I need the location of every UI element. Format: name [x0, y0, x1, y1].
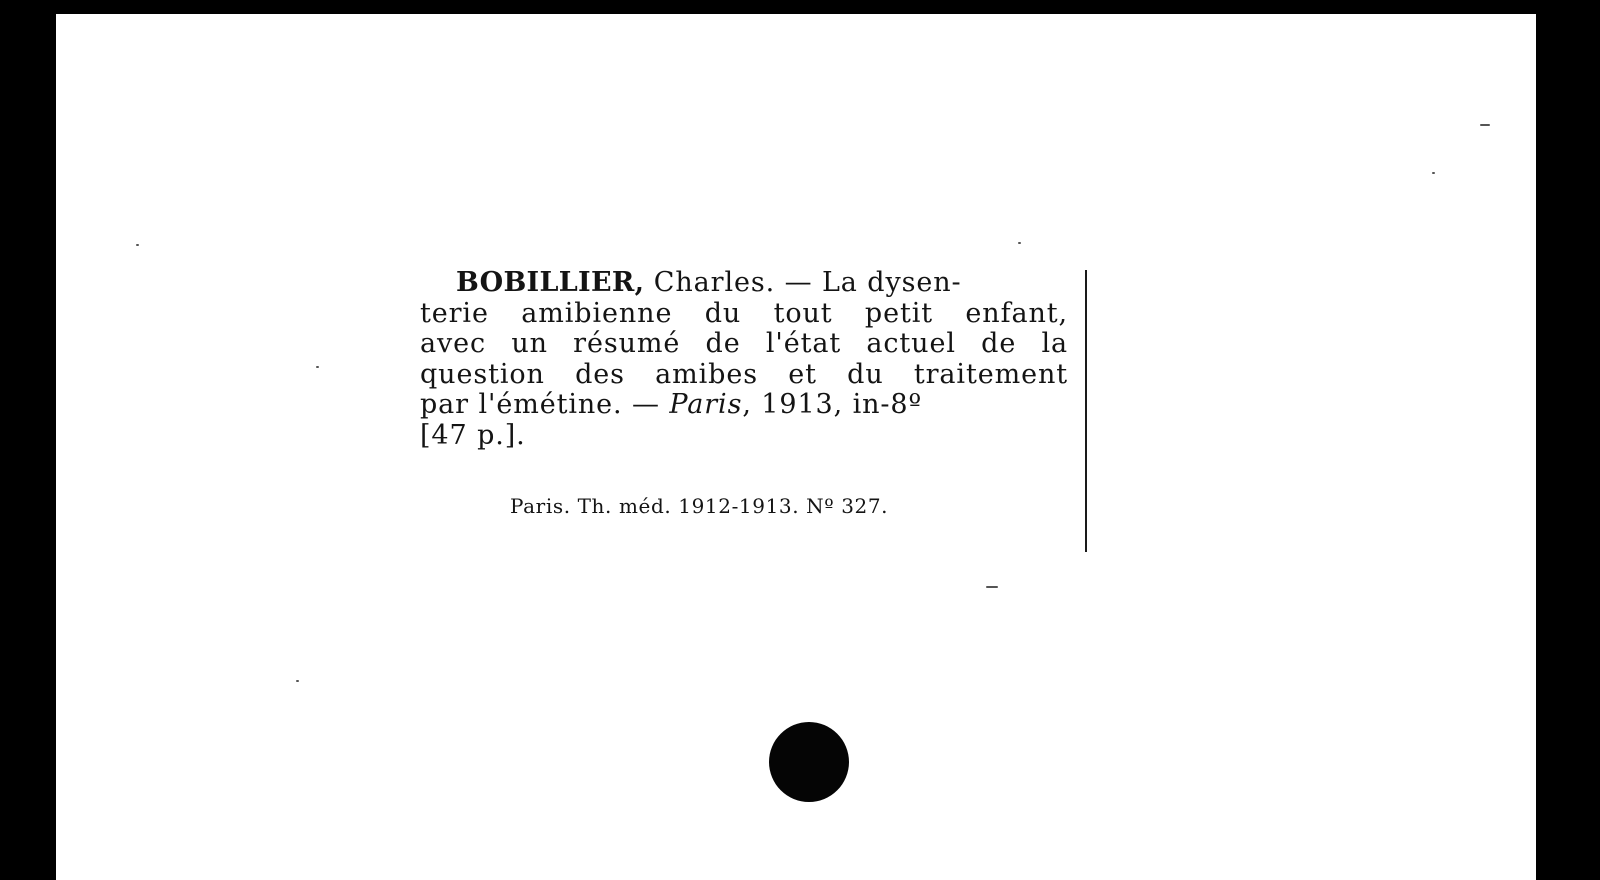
bibliographic-entry [420, 268, 1068, 451]
publication-place: Paris [669, 389, 743, 420]
entry-line-3: avec un résumé de l'état actuel de la [420, 328, 1068, 359]
entry-line-4: question des amibes et du traitement [420, 358, 1068, 390]
entry-line-5-start: par l'émétine. — [420, 389, 670, 420]
entry-line-5-end: , 1913, in-8º [742, 389, 923, 420]
dust-speck [136, 244, 139, 246]
vertical-rule [1085, 270, 1087, 552]
dust-speck [296, 680, 299, 682]
thesis-note: Paris. Th. méd. 1912-1913. Nº 327. [510, 494, 889, 518]
dust-speck [1480, 124, 1490, 126]
author-name: BOBILLIER, [456, 267, 645, 298]
entry-line-2: terie amibienne du tout petit enfant, [420, 297, 1068, 329]
dust-speck [1018, 242, 1021, 244]
entry-line-5 [420, 390, 1068, 421]
dust-speck [1432, 172, 1435, 174]
dust-speck [986, 586, 998, 588]
entry-line-1-text: Charles. — La dysen- [644, 267, 962, 298]
dust-speck [316, 366, 319, 368]
entry-line-6: [47 p.]. [420, 419, 526, 451]
entry-line-1 [420, 268, 1068, 299]
punch-hole [769, 722, 849, 802]
